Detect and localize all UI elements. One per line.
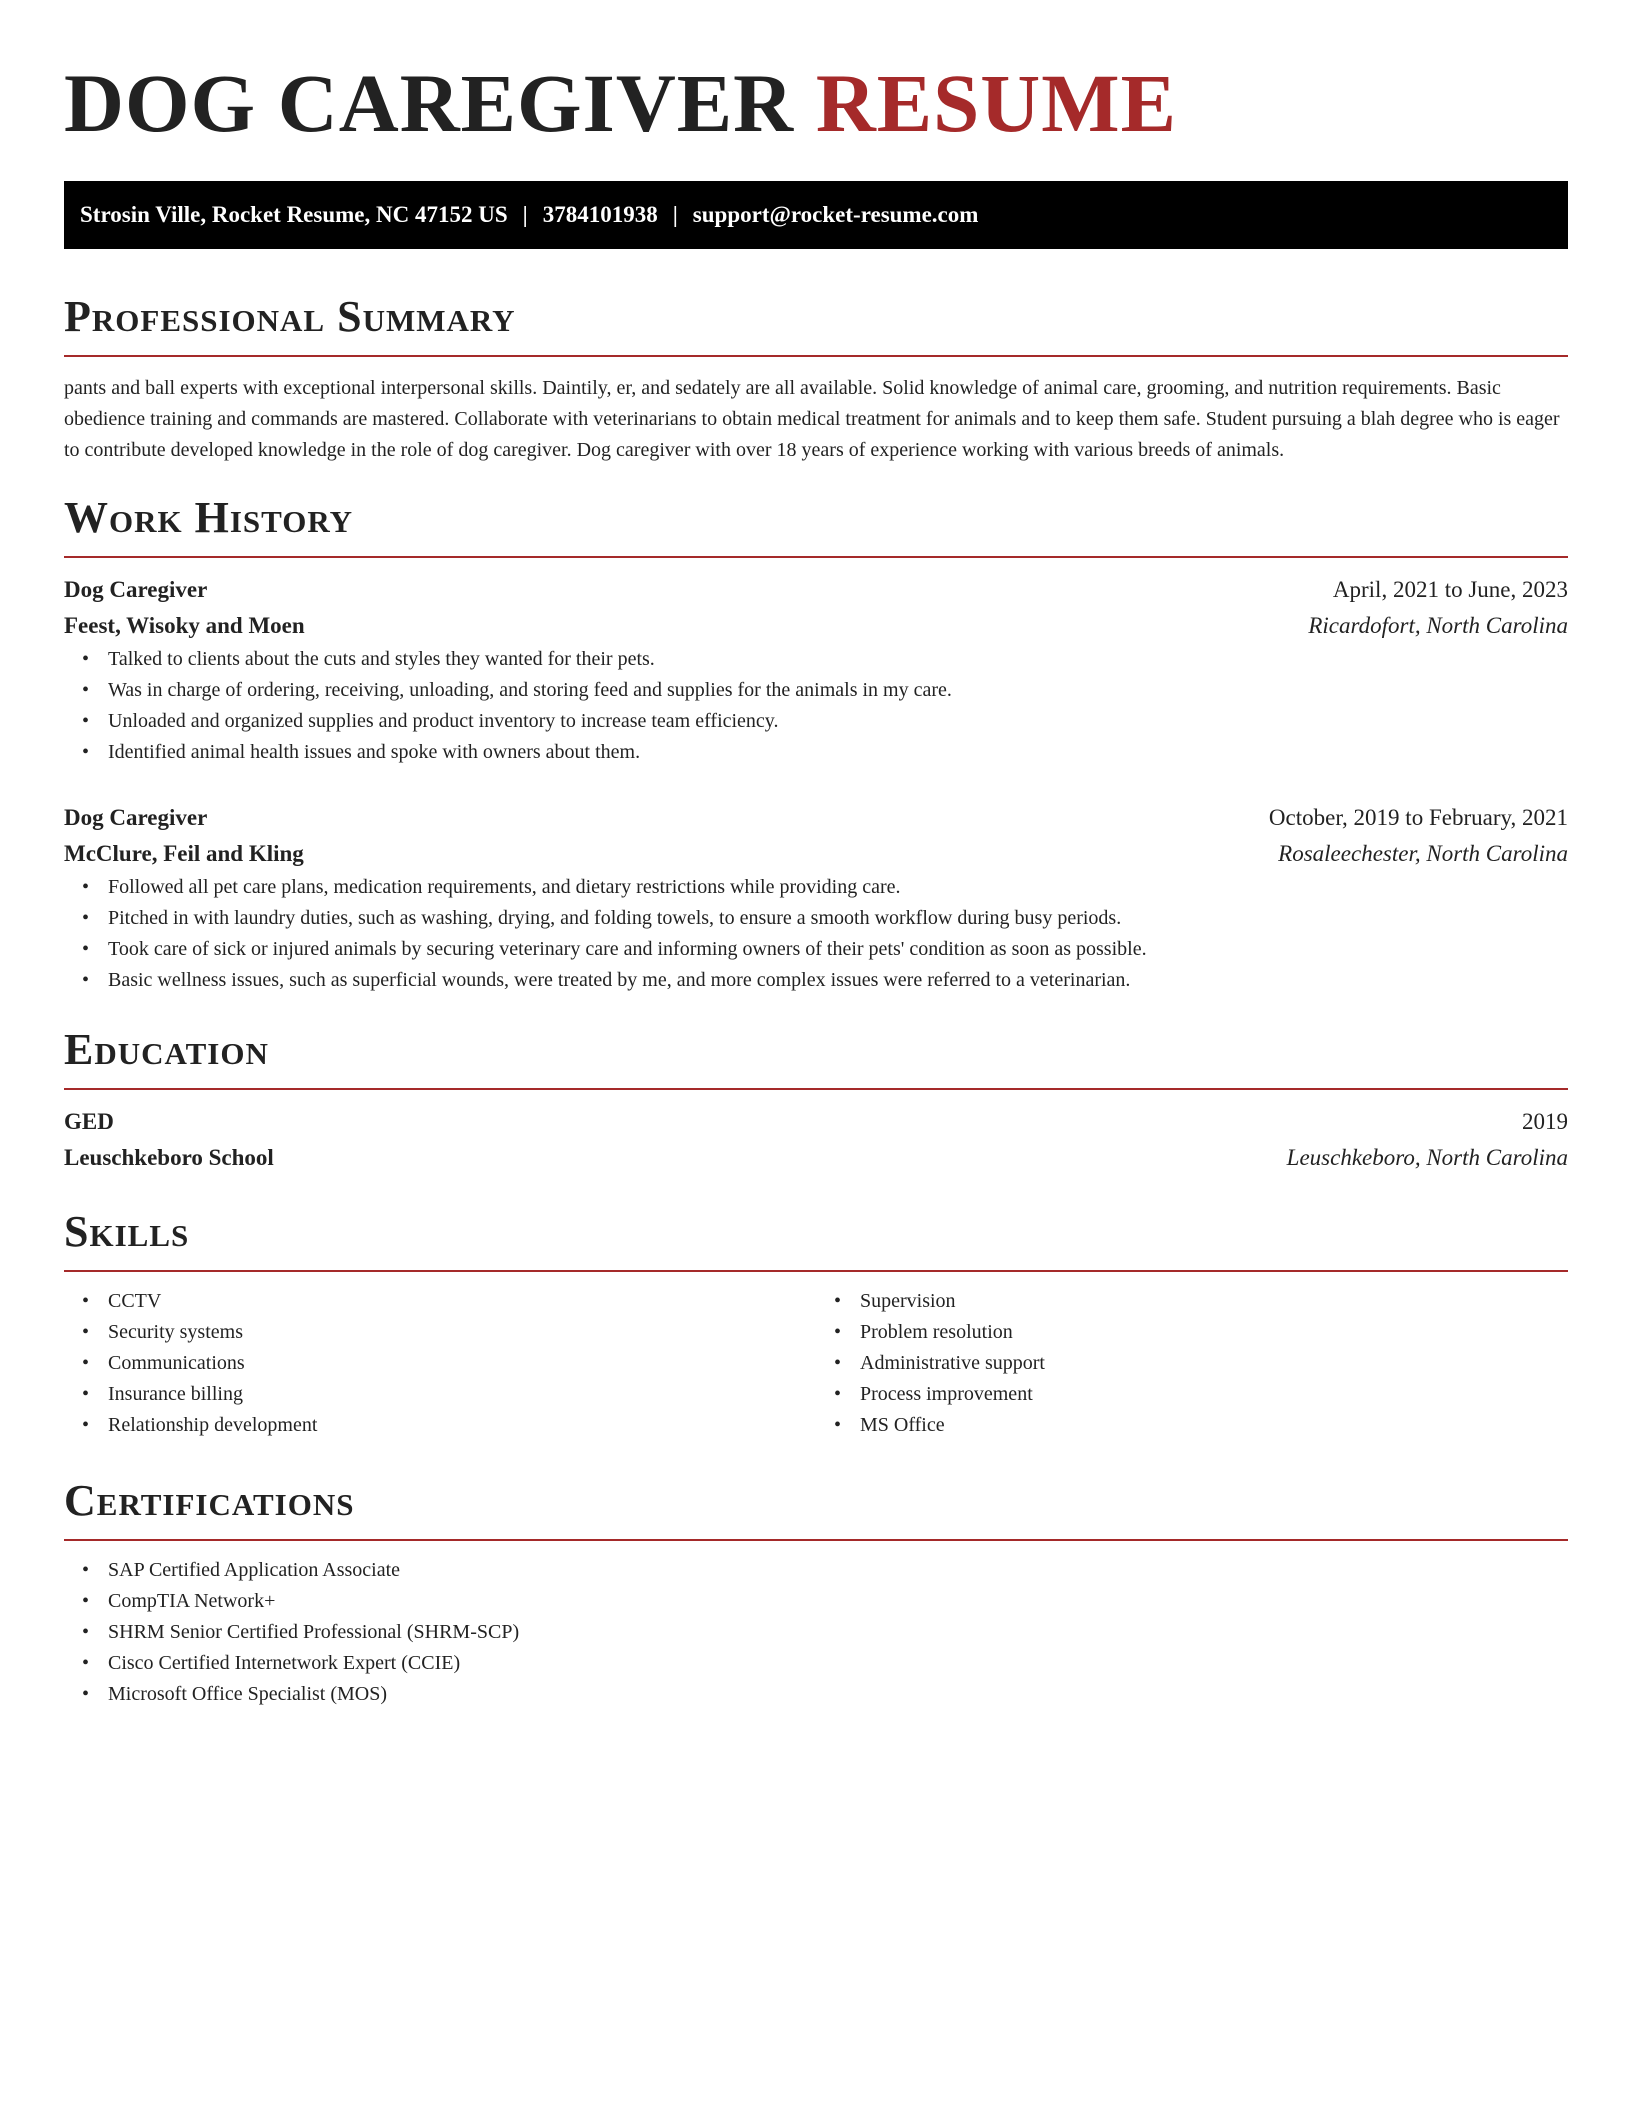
list-item: • Took care of sick or injured animals by securing veterinary care and informing owners of their pets' condition as soon as possible. (108, 934, 1568, 965)
list-item: • Identified animal health issues and spoke with owners about them. (108, 737, 1568, 768)
section-divider (64, 1270, 1568, 1272)
contact-separator: | (672, 202, 678, 227)
contact-phone: 3784101938 (542, 202, 658, 227)
job-dates: April, 2021 to June, 2023 (1332, 577, 1568, 602)
education-year: 2019 (1522, 1109, 1568, 1134)
contact-email[interactable]: support@rocket-resume.com (692, 202, 979, 227)
list-item: • Basic wellness issues, such as superficial wounds, were treated by me, and more complex issues were referred to a veterinarian. (108, 965, 1568, 996)
list-item: • Talked to clients about the cuts and styles they wanted for their pets. (108, 644, 1568, 675)
education-degree: GED (64, 1109, 114, 1134)
work-history-section (64, 493, 1568, 996)
skill-item: • Security systems (108, 1317, 816, 1348)
skill-item: • Administrative support (860, 1348, 1568, 1379)
certification-item: • Microsoft Office Specialist (MOS) (108, 1679, 1568, 1710)
certifications-heading: Certifications (64, 1476, 355, 1525)
job-title: Dog Caregiver (64, 577, 208, 602)
job-location: Rosaleechester, North Carolina (1278, 841, 1568, 866)
skill-item: • CCTV (108, 1286, 816, 1317)
summary-section (64, 292, 1568, 466)
skills-section (64, 1207, 1568, 1441)
job-entry (64, 572, 1568, 768)
skill-item: • Communications (108, 1348, 816, 1379)
summary-heading: Professional Summary (64, 292, 516, 341)
title-accent: RESUME (815, 57, 1177, 149)
job-company: McClure, Feil and Kling (64, 841, 304, 866)
certification-item: • SHRM Senior Certified Professional (SHRM-SCP) (108, 1617, 1568, 1648)
job-entry (64, 800, 1568, 996)
list-item: • Was in charge of ordering, receiving, unloading, and storing feed and supplies for the animals in my care. (108, 675, 1568, 706)
contact-bar (64, 181, 1568, 249)
section-divider (64, 556, 1568, 558)
list-item: • Pitched in with laundry duties, such as washing, drying, and folding towels, to ensure a smooth workflow during busy periods. (108, 903, 1568, 934)
certifications-list (64, 1555, 1568, 1710)
skill-item: • Supervision (860, 1286, 1568, 1317)
resume-title (64, 50, 1568, 149)
contact-separator: | (522, 202, 528, 227)
education-section (64, 1025, 1568, 1176)
section-divider (64, 1539, 1568, 1541)
certification-item: • SAP Certified Application Associate (108, 1555, 1568, 1586)
job-title: Dog Caregiver (64, 805, 208, 830)
skills-list-left (64, 1286, 816, 1441)
section-divider (64, 1088, 1568, 1090)
job-duties-list (64, 644, 1568, 768)
skills-list-right (816, 1286, 1568, 1441)
summary-text: pants and ball experts with exceptional interpersonal skills. Daintily, er, and sedately are all available. Solid knowledge of animal care, grooming, and nutrition requirements. Basic obedience training and commands are mastered. Collaborate with veterinarians to obtain medical treatment for animals and to keep them safe. Student pursuing a blah degree who is eager to contribute developed knowledge in the role of dog caregiver. Dog caregiver with over 18 years of experience working with various breeds of animals. (64, 377, 1560, 461)
education-location: Leuschkeboro, North Carolina (1286, 1145, 1568, 1170)
skill-item: • Relationship development (108, 1410, 816, 1441)
job-location: Ricardofort, North Carolina (1308, 613, 1568, 638)
certification-item: • Cisco Certified Internetwork Expert (CCIE) (108, 1648, 1568, 1679)
skill-item: • Process improvement (860, 1379, 1568, 1410)
title-main: DOG CAREGIVER (64, 57, 795, 149)
skills-columns (64, 1286, 1568, 1441)
education-school: Leuschkeboro School (64, 1145, 274, 1170)
list-item: • Unloaded and organized supplies and product inventory to increase team efficiency. (108, 706, 1568, 737)
skill-item: • MS Office (860, 1410, 1568, 1441)
job-company: Feest, Wisoky and Moen (64, 613, 305, 638)
education-heading: Education (64, 1025, 269, 1074)
skills-heading: Skills (64, 1207, 190, 1256)
contact-address: Strosin Ville, Rocket Resume, NC 47152 US (80, 202, 508, 227)
work-history-heading: Work History (64, 493, 354, 542)
section-divider (64, 355, 1568, 357)
skill-item: • Insurance billing (108, 1379, 816, 1410)
job-duties-list (64, 872, 1568, 996)
certification-item: • CompTIA Network+ (108, 1586, 1568, 1617)
job-dates: October, 2019 to February, 2021 (1268, 805, 1568, 830)
skill-item: • Problem resolution (860, 1317, 1568, 1348)
list-item: • Followed all pet care plans, medication requirements, and dietary restrictions while providing care. (108, 872, 1568, 903)
certifications-section (64, 1476, 1568, 1710)
